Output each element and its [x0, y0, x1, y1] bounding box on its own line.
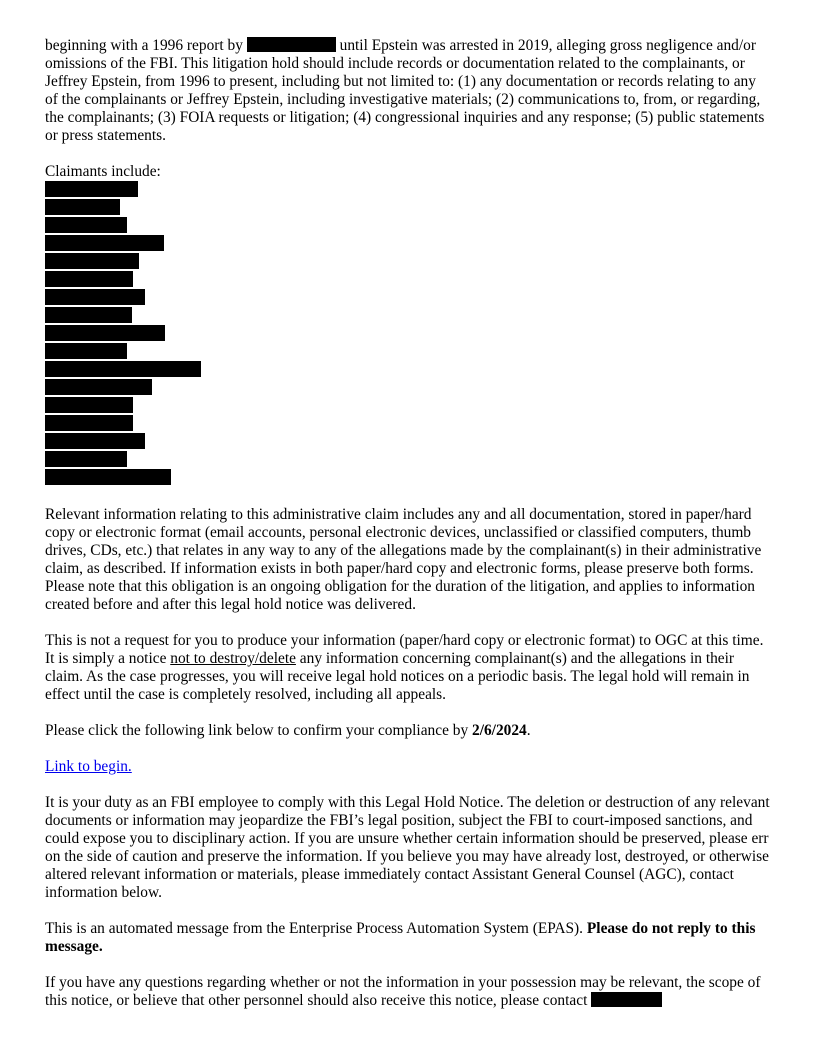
redaction-claimant	[45, 379, 152, 395]
redaction-claimant	[45, 415, 133, 431]
paragraph-automated-message-pre: This is an automated message from the Enterprise Process Automation System (EPAS).	[45, 920, 584, 937]
redaction-claimant	[45, 325, 165, 341]
do-not-reply-notice: Please do not reply to this message.	[45, 920, 756, 955]
paragraph-questions	[45, 974, 771, 1010]
redaction-claimant	[45, 289, 145, 305]
paragraph-confirm-compliance-pre: Please click the following link below to confirm your compliance by	[45, 722, 469, 739]
paragraph-questions-pre: If you have any questions regarding whether or not the information in your possession may be relevant, the scope of this notice, or believe that other personnel should also receive this notice, please contact	[45, 974, 761, 1009]
paragraph-not-a-request-pre: This is not a request for you to produce your information (paper/hard copy or electronic format) to OGC at this time. It is simply a notice	[45, 632, 764, 667]
paragraph-relevant-information: Relevant information relating to this administrative claim includes any and all documentation, stored in paper/hard copy or electronic format (email accounts, personal electronic devices, unclassified or classified computers, thumb drives, CDs, etc.) that relates in any way to any of the allegations made by the complainant(s) in their administrative claim, as described. If information exists in both paper/hard copy and electronic forms, please preserve both forms. Please note that this obligation is an ongoing obligation for the duration of the litigation, and applies to information created before and after this legal hold notice was delivered.	[45, 506, 762, 613]
redaction-claimant	[45, 433, 145, 449]
paragraph-claim-scope	[45, 37, 771, 145]
paragraph-confirm-compliance	[45, 722, 771, 740]
redaction-claimant	[45, 397, 133, 413]
redaction-claimant	[45, 361, 201, 377]
redaction-claimant	[45, 343, 127, 359]
redaction-claimant	[45, 451, 127, 467]
paragraph-link	[45, 758, 771, 776]
redaction-claimant	[45, 217, 127, 233]
claimants-list	[45, 181, 771, 485]
redaction-claimant	[45, 469, 171, 485]
redaction-claimant	[45, 181, 138, 197]
redaction-contact	[591, 992, 662, 1007]
paragraph-not-a-request	[45, 632, 771, 704]
compliance-date: 2/6/2024	[472, 722, 527, 739]
claimants-heading: Claimants include:	[45, 163, 161, 180]
redaction-reporter	[247, 37, 336, 52]
underlined-not-destroy: not to destroy/delete	[170, 650, 296, 667]
link-to-begin[interactable]: Link to begin.	[45, 758, 132, 775]
paragraph-automated-message	[45, 920, 771, 956]
paragraph-claim-scope-pre: beginning with a 1996 report by	[45, 37, 243, 54]
document-page	[45, 37, 771, 1028]
paragraph-not-a-request-post: any information concerning complainant(s) and the allegations in their claim. As the case progresses, you will receive legal hold notices on a periodic basis. The legal hold will remain in effect until the case is completely resolved, including all appeals.	[45, 650, 750, 703]
redaction-claimant	[45, 307, 132, 323]
paragraph-confirm-compliance-post: .	[526, 722, 531, 739]
redaction-claimant	[45, 253, 139, 269]
redaction-claimant	[45, 199, 120, 215]
redaction-claimant	[45, 271, 133, 287]
paragraph-duty: It is your duty as an FBI employee to comply with this Legal Hold Notice. The deletion or destruction of any relevant documents or information may jeopardize the FBI’s legal position, subject the FBI to court-imposed sanctions, and could expose you to disciplinary action. If you are unsure whether certain information should be preserved, please err on the side of caution and preserve the information. If you believe you may have already lost, destroyed, or otherwise altered relevant information or materials, please immediately contact Assistant General Counsel (AGC), contact information below.	[45, 794, 770, 901]
redaction-claimant	[45, 235, 164, 251]
paragraph-claim-scope-post: until Epstein was arrested in 2019, alleging gross negligence and/or omissions of the FBI. This litigation hold should include records or documentation related to the complainants, or Jeffrey Epstein, from 1996 to present, including but not limited to: (1) any documentation or records relating to any of the complainants or Jeffrey Epstein, including investigative materials; (2) communications to, from, or regarding, the complainants; (3) FOIA requests or litigation; (4) congressional inquiries and any response; (5) public statements or press statements.	[45, 37, 765, 144]
